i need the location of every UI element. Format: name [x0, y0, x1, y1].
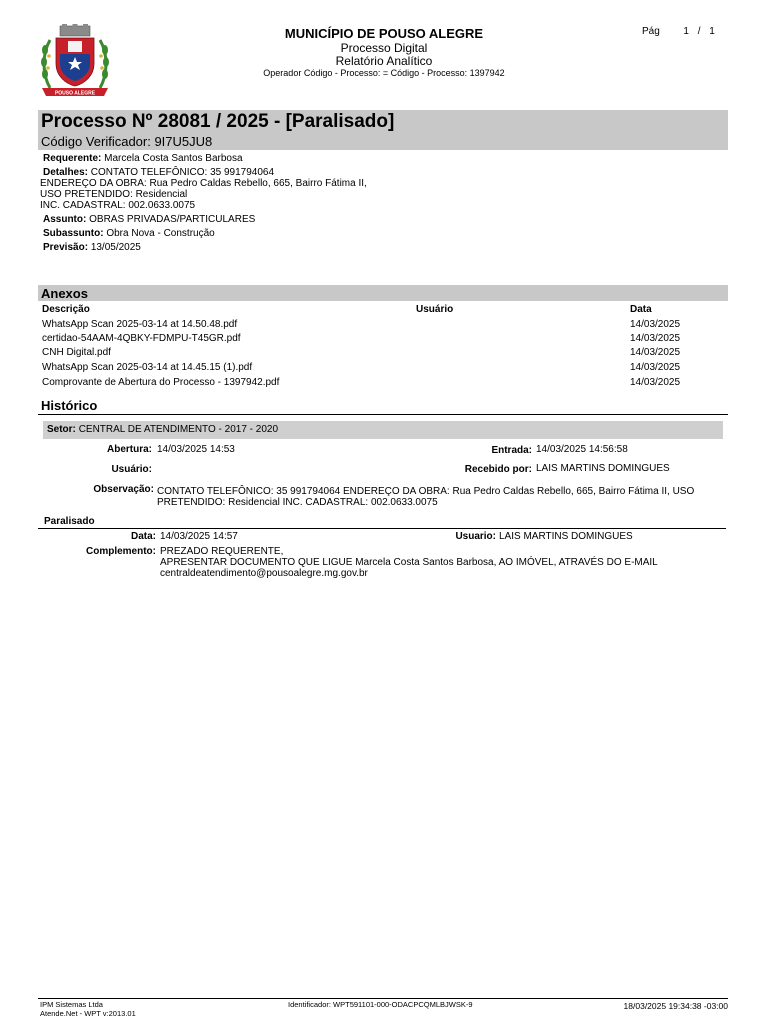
- observacao-label: Observação:: [93, 484, 154, 495]
- verification-code: Código Verificador: 9I7U5JU8: [41, 134, 213, 149]
- usuario-label: Usuário:: [111, 464, 152, 475]
- footer-company-block: [40, 1000, 136, 1018]
- entrada-value: 14/03/2025 14:56:58: [536, 444, 628, 455]
- assunto-label: Assunto:: [43, 214, 87, 225]
- data-value: 14/03/2025 14:57: [160, 531, 238, 542]
- historico-divider: [38, 414, 728, 415]
- report-subtitle-2: Relatório Analítico: [335, 54, 433, 68]
- complemento-label: Complemento:: [86, 546, 156, 557]
- usuario2-label: Usuario:: [455, 531, 496, 542]
- attachment-date: 14/03/2025: [630, 377, 681, 388]
- attachment-description[interactable]: certidao-54AAM-4QBKY-FDMPU-T45GR.pdf: [42, 333, 241, 344]
- detalhes-line-2: ENDEREÇO DA OBRA: Rua Pedro Caldas Rebello, 665, Bairro Fátima II,: [40, 178, 367, 189]
- complemento-line-2: APRESENTAR DOCUMENTO QUE LIGUE Marcela Costa Santos Barbosa, AO IMÓVEL, ATRAVÉS DO E-MAIL: [160, 557, 658, 568]
- paralisado-title: Paralisado: [44, 516, 95, 527]
- footer-timestamp: 18/03/2025 19:34:38 -03:00: [623, 1001, 728, 1011]
- previsao-row: [43, 242, 141, 253]
- detalhes-line-3: USO PRETENDIDO: Residencial: [40, 189, 188, 200]
- detalhes-label: Detalhes:: [43, 167, 89, 178]
- footer-identifier: Identificador: WPT591101-000-ODACPCQMLBJWSK-9: [288, 1000, 473, 1009]
- attachment-description[interactable]: Comprovante de Abertura do Processo - 1397942.pdf: [42, 377, 280, 388]
- abertura-value: 14/03/2025 14:53: [157, 444, 235, 455]
- assunto-value: OBRAS PRIVADAS/PARTICULARES: [89, 214, 256, 225]
- observacao-line-1: CONTATO TELEFÔNICO: 35 991794064 ENDEREÇO DA OBRA: Rua Pedro Caldas Rebello, 665, Bairro Fátima II, USO: [157, 486, 695, 497]
- col-header-usuario: Usuário: [416, 304, 454, 315]
- setor-row: [47, 424, 278, 435]
- footer-divider: [38, 998, 728, 999]
- attachment-row[interactable]: [41, 319, 728, 333]
- attachment-date: 14/03/2025: [630, 347, 681, 358]
- attachment-description[interactable]: WhatsApp Scan 2025-03-14 at 14.50.48.pdf: [42, 319, 238, 330]
- attachment-row[interactable]: [41, 377, 728, 391]
- assunto-row: [43, 214, 255, 225]
- historico-title: Histórico: [41, 398, 98, 413]
- paralisado-divider: [38, 528, 726, 529]
- municipality-name: MUNICÍPIO DE POUSO ALEGRE: [284, 26, 484, 41]
- recebido-value: LAIS MARTINS DOMINGUES: [536, 463, 670, 474]
- detalhes-line-1: CONTATO TELEFÔNICO: 35 991794064: [90, 167, 275, 178]
- requerente-row: [43, 153, 243, 164]
- requerente-value: Marcela Costa Santos Barbosa: [104, 153, 243, 164]
- complemento-email: centraldeatendimento@pousoalegre.mg.gov.br: [160, 568, 368, 579]
- observacao-line-2: PRETENDIDO: Residencial INC. CADASTRAL: 002.0633.0075: [157, 497, 438, 508]
- data-label: Data:: [130, 531, 156, 542]
- page-indicator: [642, 26, 715, 37]
- col-header-descricao: Descrição: [42, 304, 90, 315]
- previsao-value: 13/05/2025: [90, 242, 141, 253]
- complemento-line-1: PREZADO REQUERENTE,: [160, 546, 284, 557]
- attachment-row[interactable]: [41, 347, 728, 361]
- attachment-description[interactable]: CNH Digital.pdf: [42, 347, 111, 358]
- page-current: 1: [683, 26, 689, 37]
- process-title: Processo Nº 28081 / 2025 - [Paralisado]: [41, 111, 395, 132]
- attachment-date: 14/03/2025: [630, 333, 681, 344]
- entrada-label: Entrada:: [491, 445, 532, 456]
- page-label: Pág: [642, 26, 660, 37]
- footer-version: Atende.Net - WPT v:2013.01: [40, 1009, 136, 1018]
- page-separator: /: [697, 26, 701, 37]
- previsao-label: Previsão:: [43, 242, 89, 253]
- attachment-row[interactable]: [41, 362, 728, 376]
- report-subtitle-1: Processo Digital: [340, 41, 428, 55]
- setor-value: CENTRAL DE ATENDIMENTO - 2017 - 2020: [78, 424, 279, 435]
- abertura-label: Abertura:: [106, 444, 152, 455]
- requerente-label: Requerente:: [43, 153, 102, 164]
- attachment-row[interactable]: [41, 333, 728, 347]
- col-header-data: Data: [630, 304, 652, 315]
- crest-ribbon-text: POUSO ALEGRE: [54, 90, 96, 97]
- anexos-band: [38, 285, 728, 301]
- attachment-date: 14/03/2025: [630, 319, 681, 330]
- municipal-crest-logo: [38, 24, 112, 100]
- attachment-description[interactable]: WhatsApp Scan 2025-03-14 at 14.45.15 (1).pdf: [42, 362, 253, 373]
- page-total: 1: [709, 26, 715, 37]
- anexos-title: Anexos: [41, 286, 88, 301]
- subassunto-row: [43, 228, 215, 239]
- operator-line: Operador Código - Processo: = Código - Processo: 1397942: [263, 68, 505, 78]
- subassunto-label: Subassunto:: [43, 228, 104, 239]
- detalhes-line-4: INC. CADASTRAL: 002.0633.0075: [40, 200, 196, 211]
- subassunto-value: Obra Nova - Construção: [106, 228, 215, 239]
- footer-company: IPM Sistemas Ltda: [40, 1000, 103, 1009]
- attachment-date: 14/03/2025: [630, 362, 681, 373]
- recebido-label: Recebido por:: [464, 464, 532, 475]
- detalhes-row: [43, 167, 274, 178]
- setor-label: Setor:: [47, 424, 76, 435]
- usuario2-value: LAIS MARTINS DOMINGUES: [499, 531, 633, 542]
